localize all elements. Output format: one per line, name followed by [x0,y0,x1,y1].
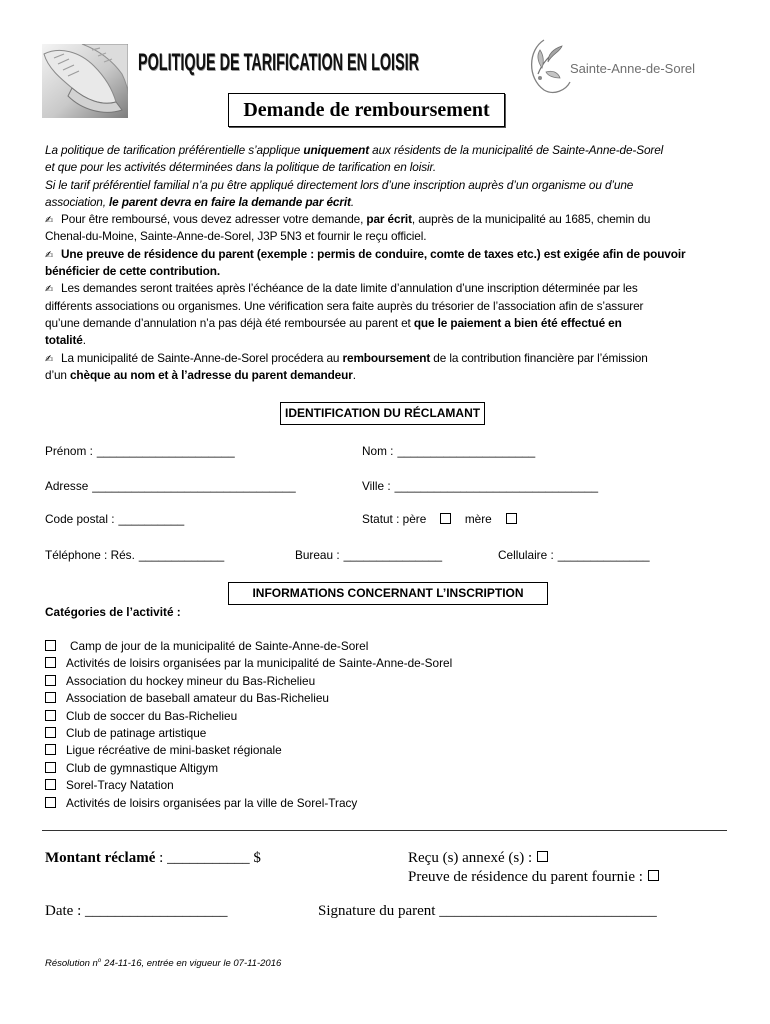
policy-segment: de la contribution financière par l’émission [430,350,648,365]
category-list [45,638,452,812]
policy-line [45,246,685,263]
resolution-prefix: Résolution n [45,958,98,969]
policy-segment: , auprès de la municipalité au 1685, chemin du [411,212,651,227]
policy-emphasis: remboursement [342,350,431,365]
first-name-field[interactable] [45,443,235,459]
receipt-field [408,849,548,867]
address-label: Adresse [45,479,89,493]
residence-proof-checkbox[interactable] [648,870,659,881]
policy-segment: . [352,367,356,382]
status-father-label: père [402,512,427,526]
category-label: Club de soccer du Bas-Richelieu [66,708,238,723]
category-label: Camp de jour de la municipalité de Sainte-Anne-de-Sorel [70,639,369,653]
policy-line [45,280,685,297]
inscription-heading: INFORMATIONS CONCERNANT L’INSCRIPTION [228,582,548,605]
sneakers-image [42,44,128,118]
category-label: Club de gymnastique Altigym [66,760,219,775]
policy-line [45,350,685,367]
last-name-field[interactable] [362,443,535,459]
status-father-checkbox[interactable] [440,513,451,524]
section-divider [42,830,727,831]
policy-segment: différents associations ou organismes. Une vérification sera faite auprès du trésorier de l’association afin de s’assurer [45,298,644,313]
phone-office-field[interactable] [295,547,442,563]
category-option[interactable] [45,655,452,672]
policy-segment: Si le tarif préférentiel familial n’a pu être appliqué directement lors d’une inscription auprès d’un organisme ou d’une [45,177,634,192]
policy-segment: La municipalité de Sainte-Anne-de-Sorel procédera au [61,350,343,365]
checkbox-icon[interactable] [45,762,56,773]
policy-segment: Pour être remboursé, vous devez adresser votre demande, [61,212,367,227]
category-option[interactable] [45,638,452,655]
category-label: Activités de loisirs organisées par la municipalité de Sainte-Anne-de-Sorel [66,656,453,671]
date-field[interactable] [45,902,227,920]
address-input[interactable]: _______________________________ [92,479,296,493]
amount-currency: $ [253,850,261,866]
category-option[interactable] [45,725,452,742]
policy-emphasis: que le paiement a bien été effectué en [413,315,622,330]
phone-office-label: Bureau : [295,548,340,562]
policy-segment: Chenal-du-Moine, Sainte-Anne-de-Sorel, J3P 5N3 et fournir le reçu officiel. [45,229,427,244]
policy-segment: . [350,194,354,209]
category-label: Association de baseball amateur du Bas-Richelieu [66,691,329,706]
writing-hand-icon [45,212,61,229]
policy-emphasis: le parent devra en faire la demande par écrit [109,194,351,209]
date-input[interactable]: ___________________ [84,903,228,919]
categories-label: Catégories de l’activité : [45,605,181,619]
policy-line [45,177,685,194]
signature-field[interactable] [318,902,657,920]
category-option[interactable] [45,708,452,725]
municipality-logo-icon [528,38,572,94]
page-title: POLITIQUE DE TARIFICATION EN LOISIR [138,49,420,76]
policy-segment: La politique de tarification préférentielle s’applique [45,143,304,157]
policy-line [45,228,685,245]
checkbox-icon[interactable] [45,744,56,755]
receipt-label: Reçu (s) annexé (s) : [408,850,533,866]
logo-text: Sainte-Anne-de-Sorel [570,61,696,76]
checkbox-icon[interactable] [45,692,56,703]
phone-home-input[interactable]: _____________ [138,548,225,562]
policy-line [45,263,685,280]
status-field [362,511,517,527]
resolution-superscript: o [97,958,102,964]
city-label: Ville : [362,479,391,493]
phone-cell-field[interactable] [498,547,650,563]
policy-line [45,142,685,159]
checkbox-icon[interactable] [45,640,56,651]
policy-emphasis: uniquement [303,143,370,157]
policy-emphasis: par écrit [366,212,412,227]
phone-cell-label: Cellulaire : [498,548,554,562]
amount-label: Montant réclamé [45,850,156,866]
phone-home-field[interactable] [45,547,224,563]
policy-segment: aux résidents de la municipalité de Sainte-Anne-de-Sorel [369,143,664,157]
category-option[interactable] [45,777,452,794]
first-name-input[interactable]: _____________________ [96,444,235,458]
first-name-label: Prénom : [45,444,93,458]
category-label: Club de patinage artistique [66,725,207,740]
policy-segment: Les demandes seront traitées après l’échéance de la date limite d’annulation d’une inscription déterminée par les [61,281,638,296]
writing-hand-icon [45,281,61,298]
checkbox-icon[interactable] [45,675,56,686]
policy-segment: association, [45,194,110,209]
category-label: Sorel-Tracy Natation [66,778,174,793]
postal-code-label: Code postal : [45,512,115,526]
status-label: Statut : [362,512,400,526]
address-field[interactable] [45,478,296,494]
checkbox-icon[interactable] [45,797,56,808]
postal-code-input[interactable]: __________ [118,512,185,526]
status-mother-checkbox[interactable] [506,513,517,524]
last-name-input[interactable]: _____________________ [397,444,536,458]
amount-input[interactable]: ___________ [167,850,250,866]
last-name-label: Nom : [362,444,394,458]
policy-text [45,142,685,384]
policy-line [45,298,685,315]
policy-line [45,211,685,228]
category-option[interactable] [45,760,452,777]
category-option[interactable] [45,795,452,812]
policy-line [45,315,685,332]
checkbox-icon[interactable] [45,779,56,790]
postal-code-field[interactable] [45,511,184,527]
checkbox-icon[interactable] [45,727,56,738]
status-mother-label: mère [464,512,492,526]
policy-segment: et que pour les activités déterminées dans la politique de tarification en loisir. [45,160,437,175]
checkbox-icon[interactable] [45,710,56,721]
phone-home-label: Téléphone : Rés. [45,548,135,562]
city-field[interactable] [362,478,598,494]
amount-colon: : [159,850,164,866]
phone-cell-input[interactable]: ______________ [557,548,650,562]
policy-emphasis: chèque au nom et à l’adresse du parent demandeur [69,367,353,382]
policy-emphasis: Une preuve de résidence du parent (exemple : permis de conduire, comte de taxes etc.) est exigée afin de pouvoir [61,246,686,261]
policy-segment: qu’une demande d’annulation n’a pas déjà été remboursée au parent et [45,315,414,330]
date-label: Date : [45,903,82,919]
sneakers-image-graphic [42,44,128,118]
policy-emphasis: bénéficier de cette contribution. [45,264,220,279]
category-option[interactable] [45,742,452,759]
residence-proof-field [408,868,659,886]
phone-office-input[interactable]: _______________ [343,548,443,562]
identification-heading: IDENTIFICATION DU RÉCLAMANT [280,402,485,425]
policy-line [45,194,685,211]
category-label: Activités de loisirs organisées par la ville de Sorel-Tracy [66,795,358,810]
category-label: Association du hockey mineur du Bas-Richelieu [66,673,316,688]
resolution-text: 24-11-16, entrée en vigueur le 07-11-2016 [104,958,282,969]
writing-hand-icon [45,247,61,264]
form-title: Demande de remboursement [228,93,505,127]
policy-line [45,159,685,176]
signature-label: Signature du parent [318,903,436,919]
writing-hand-icon [45,351,61,368]
checkbox-icon[interactable] [45,657,56,668]
city-input[interactable]: _______________________________ [394,479,599,493]
policy-line [45,332,685,349]
policy-segment: . [82,333,86,348]
category-option[interactable] [45,673,452,690]
category-option[interactable] [45,690,452,707]
receipt-checkbox[interactable] [537,851,548,862]
resolution-note [45,957,281,971]
residence-proof-label: Preuve de résidence du parent fournie : [408,869,643,885]
policy-segment: d’un [45,367,70,382]
signature-input[interactable]: _____________________________ [439,903,657,919]
category-label: Ligue récréative de mini-basket régionale [66,743,282,758]
policy-emphasis: totalité [45,333,83,348]
policy-line [45,367,685,384]
amount-field[interactable] [45,849,261,867]
